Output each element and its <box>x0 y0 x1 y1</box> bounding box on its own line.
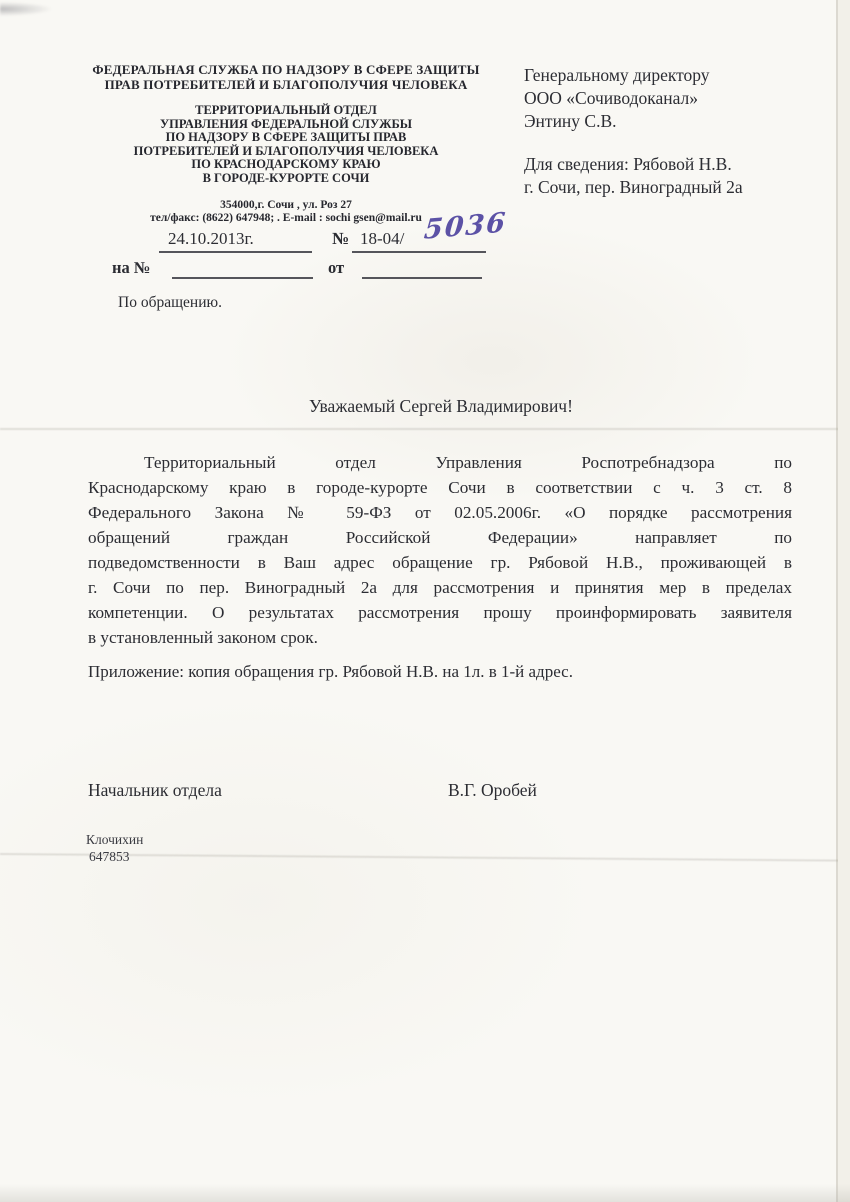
executor-name: Клочихин <box>86 832 144 847</box>
letterhead-department-line: ПОТРЕБИТЕЛЕЙ И БЛАГОПОЛУЧИЯ ЧЕЛОВЕКА <box>133 143 439 158</box>
body-line: Федерального Закона № 59-ФЗ от 02.05.2006г. «О порядке рассмотрения <box>88 503 792 522</box>
scan-bottom-shadow <box>0 1184 850 1202</box>
incoming-number-underline <box>172 277 313 279</box>
attachment-note: Приложение: копия обращения гр. Рябовой Н.В. на 1л. в 1-й адрес. <box>88 662 573 681</box>
letterhead-department <box>85 104 487 185</box>
letterhead-agency-line: ПРАВ ПОТРЕБИТЕЛЕЙ И БЛАГОПОЛУЧИЯ ЧЕЛОВЕКА <box>104 77 468 92</box>
letterhead-agency-line: ФЕДЕРАЛЬНАЯ СЛУЖБА ПО НАДЗОРУ В СФЕРЕ ЗАЩИТЫ <box>92 62 480 77</box>
body-line: Краснодарскому краю в городе-курорте Сочи в соответствии с ч. 3 ст. 8 <box>88 478 792 497</box>
body-line: г. Сочи по пер. Виноградный 2а для рассмотрения и принятия мер в пределах <box>88 578 792 597</box>
recipient-block <box>524 64 824 199</box>
letter-number: 18-04/ <box>360 229 405 248</box>
scan-smudge-top-left <box>0 2 52 16</box>
letterhead-department-line: ПО КРАСНОДАРСКОМУ КРАЮ <box>191 157 381 171</box>
signer-position: Начальник отдела <box>88 780 222 800</box>
letterhead-agency <box>85 62 487 92</box>
body-line: подведомственности в Ваш адрес обращение гр. Рябовой Н.В., проживающей в <box>88 553 792 572</box>
letter-body <box>88 450 792 650</box>
incoming-number-label: на № <box>112 258 151 277</box>
recipient-gap <box>524 133 824 153</box>
letterhead-department-line: ПО НАДЗОРУ В СФЕРЕ ЗАЩИТЫ ПРАВ <box>165 130 407 144</box>
number-sign: № <box>332 229 350 248</box>
letterhead-address: 354000,г. Сочи , ул. Роз 27 <box>220 199 352 211</box>
recipient-attention-line: г. Сочи, пер. Виноградный 2а <box>524 177 743 197</box>
signer-name: В.Г. Оробей <box>448 780 537 800</box>
letterhead-department-line: ТЕРРИТОРИАЛЬНЫЙ ОТДЕЛ <box>195 103 377 117</box>
recipient-line: Энтину С.В. <box>524 111 617 131</box>
body-line: компетенции. О результатах рассмотрения прошу проинформировать заявителя <box>88 603 792 622</box>
body-line: Территориальный отдел Управления Роспотребнадзора по <box>144 453 792 472</box>
salutation: Уважаемый Сергей Владимирович! <box>309 396 573 416</box>
recipient-line: Генеральному директору <box>524 65 710 85</box>
date-underline <box>159 251 312 253</box>
letter-date: 24.10.2013г. <box>168 229 254 248</box>
letterhead-department-line: УПРАВЛЕНИЯ ФЕДЕРАЛЬНОЙ СЛУЖБЫ <box>159 116 413 131</box>
scan-paper-edge-strip <box>838 0 850 1202</box>
executor-block <box>86 831 143 865</box>
recipient-attention-line: Для сведения: Рябовой Н.В. <box>524 154 732 174</box>
handwritten-registration-number: 5036 <box>422 207 509 246</box>
scan-paper-edge-line <box>836 0 838 1202</box>
number-underline <box>352 251 486 253</box>
letterhead-department-line: В ГОРОДЕ-КУРОРТЕ СОЧИ <box>202 170 370 185</box>
paper-fold-crease-upper <box>0 428 850 430</box>
body-line: в установленный законом срок. <box>88 628 318 647</box>
subject-line: По обращению. <box>118 294 222 311</box>
body-line: обращений граждан Российской Федерации» направляет по <box>88 528 792 547</box>
letterhead <box>85 62 487 225</box>
recipient-line: ООО «Сочиводоканал» <box>524 88 698 108</box>
incoming-date-label: от <box>328 258 345 277</box>
incoming-date-underline <box>362 277 482 279</box>
letterhead-contacts: тел/факс: (8622) 647948; . E-mail : sochi gsen@mail.ru <box>150 212 422 224</box>
executor-phone: 647853 <box>89 849 130 864</box>
